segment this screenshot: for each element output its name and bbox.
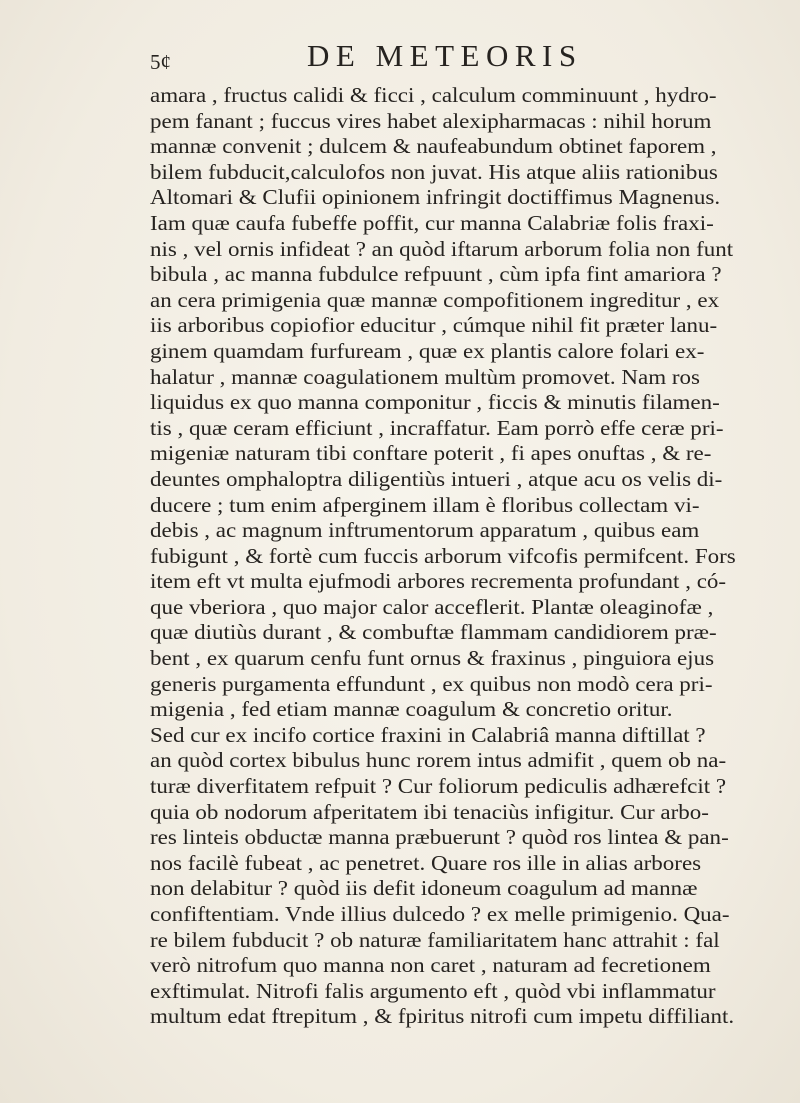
page-number: 5¢ bbox=[150, 50, 171, 74]
text-line: ginem quamdam furfuream , quæ ex plantis calore folari ex- bbox=[150, 338, 705, 363]
body-text bbox=[150, 83, 790, 1030]
text-line: mannæ convenit ; dulcem & naufeabundum obtinet faporem , bbox=[150, 134, 717, 159]
text-line: generis purgamenta effundunt , ex quibus non modò cera pri- bbox=[150, 671, 713, 696]
page-header bbox=[0, 30, 800, 80]
text-line: Altomari & Clufii opinionem infringit doctiffimus Magnenus. bbox=[150, 185, 721, 210]
text-line: an cera primigenia quæ mannæ compofitionem ingreditur , ex bbox=[150, 287, 720, 312]
text-line: migeniæ naturam tibi conftare poterit , fi apes onuftas , & re- bbox=[150, 441, 712, 466]
text-line: bibula , ac manna fubdulce refpuunt , cùm ipfa fint amariora ? bbox=[150, 262, 722, 287]
text-line: halatur , mannæ coagulationem multùm promovet. Nam ros bbox=[150, 364, 700, 389]
text-line: item eft vt multa ejufmodi arbores recrementa profundant , có- bbox=[150, 569, 727, 594]
text-line: multum edat ftrepitum , & fpiritus nitrofi cum impetu diffiliant. bbox=[150, 1004, 735, 1029]
text-line: quæ diutiùs durant , & combuftæ flammam candidiorem præ- bbox=[150, 620, 717, 645]
text-line: nos facilè fubeat , ac penetret. Quare ros ille in alias arbores bbox=[150, 850, 702, 875]
text-line: liquidus ex quo manna componitur , ficcis & minutis filamen- bbox=[150, 390, 720, 415]
text-line: exftimulat. Nitrofi falis argumento eft , quòd vbi inflammatur bbox=[150, 978, 716, 1003]
text-line: bilem fubducit,calculofos non juvat. His atque aliis rationibus bbox=[150, 159, 718, 184]
text-line: iis arboribus copiofior educitur , cúmque nihil fit præter lanu- bbox=[150, 313, 718, 338]
text-line: fubigunt , & fortè cum fuccis arborum vifcofis permifcent. Fors bbox=[150, 543, 736, 568]
text-line: re bilem fubducit ? ob naturæ familiaritatem hanc attrahit : fal bbox=[150, 927, 720, 952]
text-line: nis , vel ornis infideat ? an quòd iftarum arborum folia non funt bbox=[150, 236, 734, 261]
text-line: bent , ex quarum cenfu funt ornus & fraxinus , pinguiora ejus bbox=[150, 646, 715, 671]
running-head: DE METEORIS bbox=[307, 38, 583, 73]
text-line: ducere ; tum enim afperginem illam è floribus collectam vi- bbox=[150, 492, 700, 517]
text-line: deuntes omphaloptra diligentiùs intueri , atque acu os velis di- bbox=[150, 466, 723, 491]
text-line: amara , fructus calidi & ficci , calculum comminuunt , hydro- bbox=[150, 83, 717, 107]
text-line: que vberiora , quo major calor acceflerit. Plantæ oleaginofæ , bbox=[150, 594, 714, 619]
text-line: quia ob nodorum afperitatem ibi tenaciùs infigitur. Cur arbo- bbox=[150, 799, 709, 824]
text-line: non delabitur ? quòd iis defit idoneum coagulum ad mannæ bbox=[150, 876, 698, 901]
text-line: confiftentiam. Vnde illius dulcedo ? ex melle primigenio. Qua- bbox=[150, 902, 730, 926]
text-line: turæ diverfitatem refpuit ? Cur foliorum pediculis adhærefcit ? bbox=[150, 774, 727, 799]
text-line: verò nitrofum quo manna non caret , naturam ad fecretionem bbox=[150, 953, 711, 978]
text-line: Iam quæ caufa fubeffe poffit, cur manna Calabriæ folis fraxi- bbox=[150, 210, 714, 235]
text-line: tis , quæ ceram efficiunt , incraffatur. Eam porrò effe ceræ pri- bbox=[150, 415, 724, 440]
text-line: res linteis obductæ manna præbuerunt ? quòd ros lintea & pan- bbox=[150, 825, 729, 850]
text-line: Sed cur ex incifo cortice fraxini in Calabriâ manna diftillat ? bbox=[150, 722, 706, 747]
text-line: an quòd cortex bibulus hunc rorem intus admifit , quem ob na- bbox=[150, 748, 727, 773]
text-line: migenia , fed etiam mannæ coagulum & concretio oritur. bbox=[150, 697, 673, 722]
text-line: debis , ac magnum inftrumentorum apparatum , quibus eam bbox=[150, 518, 700, 543]
text-line: pem fanant ; fuccus vires habet alexipharmacas : nihil horum bbox=[150, 108, 712, 133]
